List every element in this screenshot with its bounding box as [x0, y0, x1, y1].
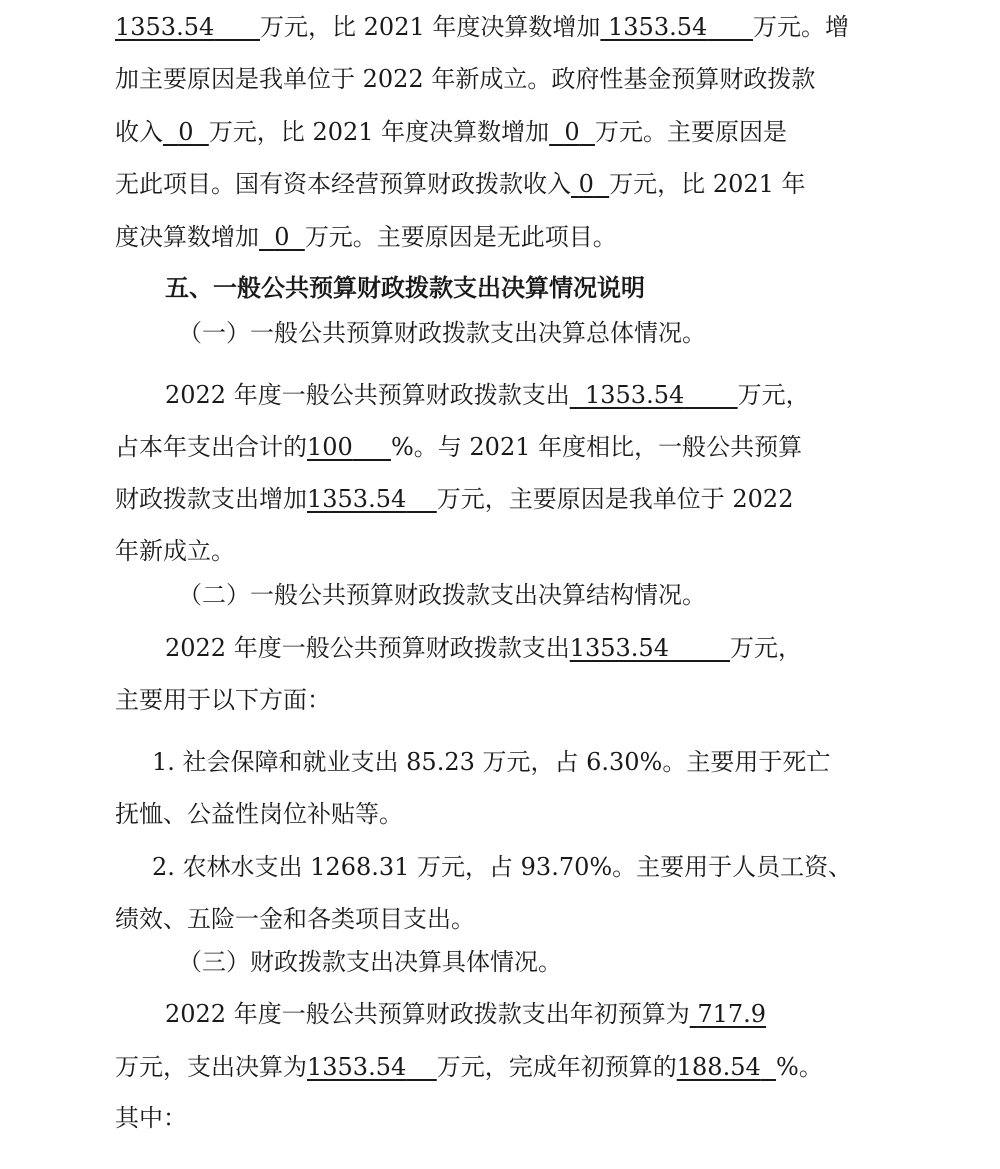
sub1-line-3 — [115, 481, 875, 517]
sub1-line-2 — [115, 429, 875, 465]
underlined-value: 1353.54 — [115, 13, 215, 41]
underlined-value: 1353.54 — [584, 381, 685, 409]
subsection-heading-2: （二）一般公共预算财政拨款支出决算结构情况。 — [178, 581, 706, 609]
text: 2022 年度一般公共预算财政拨款支出年初预算为 — [165, 1000, 690, 1028]
underlined-value: 100 — [307, 433, 353, 461]
text: 万元，比 2021 年度决算数增加 — [208, 118, 550, 146]
text: %。与 2021 年度相比，一般公共预算 — [390, 433, 803, 461]
underlined-value: 0 — [274, 223, 290, 251]
income-line-1 — [115, 9, 875, 45]
subsection-heading-1: （一）一般公共预算财政拨款支出决算总体情况。 — [178, 319, 706, 347]
underlined-value: 717.9 — [697, 1000, 767, 1028]
text: 占本年支出合计的 — [115, 433, 307, 461]
text: 万元。增 — [753, 13, 850, 41]
text: 度决算数增加 — [115, 223, 259, 251]
text: 万元， — [730, 634, 802, 662]
income-line-2: 加主要原因是我单位于 2022 年新成立。政府性基金预算财政拨款 — [115, 65, 816, 93]
text: 收入 — [115, 118, 163, 146]
underlined-value: 0 — [178, 118, 194, 146]
sub1-line-4: 年新成立。 — [115, 537, 235, 565]
sub2-item-1-line-2: 抚恤、公益性岗位补贴等。 — [115, 800, 403, 828]
text: 万元，比 2021 年度决算数增加 — [260, 13, 601, 41]
sub2-item-2-line-2: 绩效、五险一金和各类项目支出。 — [115, 905, 475, 933]
underlined-value: 1353.54 — [307, 1053, 407, 1081]
text: 万元，主要原因是我单位于 2022 — [436, 485, 794, 513]
sub2-line-2: 主要用于以下方面： — [115, 686, 331, 714]
income-line-4 — [115, 166, 875, 202]
sub3-line-3: 其中： — [115, 1104, 187, 1132]
text: 万元，支出决算为 — [115, 1053, 307, 1081]
income-line-5 — [115, 219, 875, 255]
sub1-line-1 — [165, 377, 925, 413]
section-heading: 五、一般公共预算财政拨款支出决算情况说明 — [165, 273, 645, 302]
sub3-line-2 — [115, 1049, 875, 1085]
text: 无此项目。国有资本经营预算财政拨款收入 — [115, 170, 571, 198]
text: 财政拨款支出增加 — [115, 485, 307, 513]
sub2-item-1-line-1: 1. 社会保障和就业支出 85.23 万元，占 6.30%。主要用于死亡 — [152, 748, 831, 776]
text: 万元，比 2021 年 — [609, 170, 806, 198]
underlined-value: 1353.54 — [608, 13, 708, 41]
underlined-value: 0 — [578, 170, 594, 198]
underlined-value: 0 — [564, 118, 580, 146]
text: 万元。主要原因是无此项目。 — [304, 223, 617, 251]
underlined-value: 188.54 — [676, 1053, 761, 1081]
sub2-item-2-line-1: 2. 农林水支出 1268.31 万元，占 93.70%。主要用于人员工资、 — [152, 853, 853, 881]
income-line-3 — [115, 114, 875, 150]
sub3-line-1 — [165, 996, 925, 1032]
text: 万元。主要原因是 — [594, 118, 787, 146]
text: 2022 年度一般公共预算财政拨款支出 — [165, 634, 570, 662]
text: 万元，完成年初预算的 — [436, 1053, 677, 1081]
subsection-heading-3: （三）财政拨款支出决算具体情况。 — [178, 948, 562, 976]
text: 万元， — [737, 381, 810, 409]
sub2-line-1 — [165, 630, 925, 666]
text: 2022 年度一般公共预算财政拨款支出 — [165, 381, 570, 409]
underlined-value: 1353.54 — [569, 634, 669, 662]
underlined-value: 1353.54 — [307, 485, 407, 513]
text: %。 — [776, 1053, 823, 1081]
